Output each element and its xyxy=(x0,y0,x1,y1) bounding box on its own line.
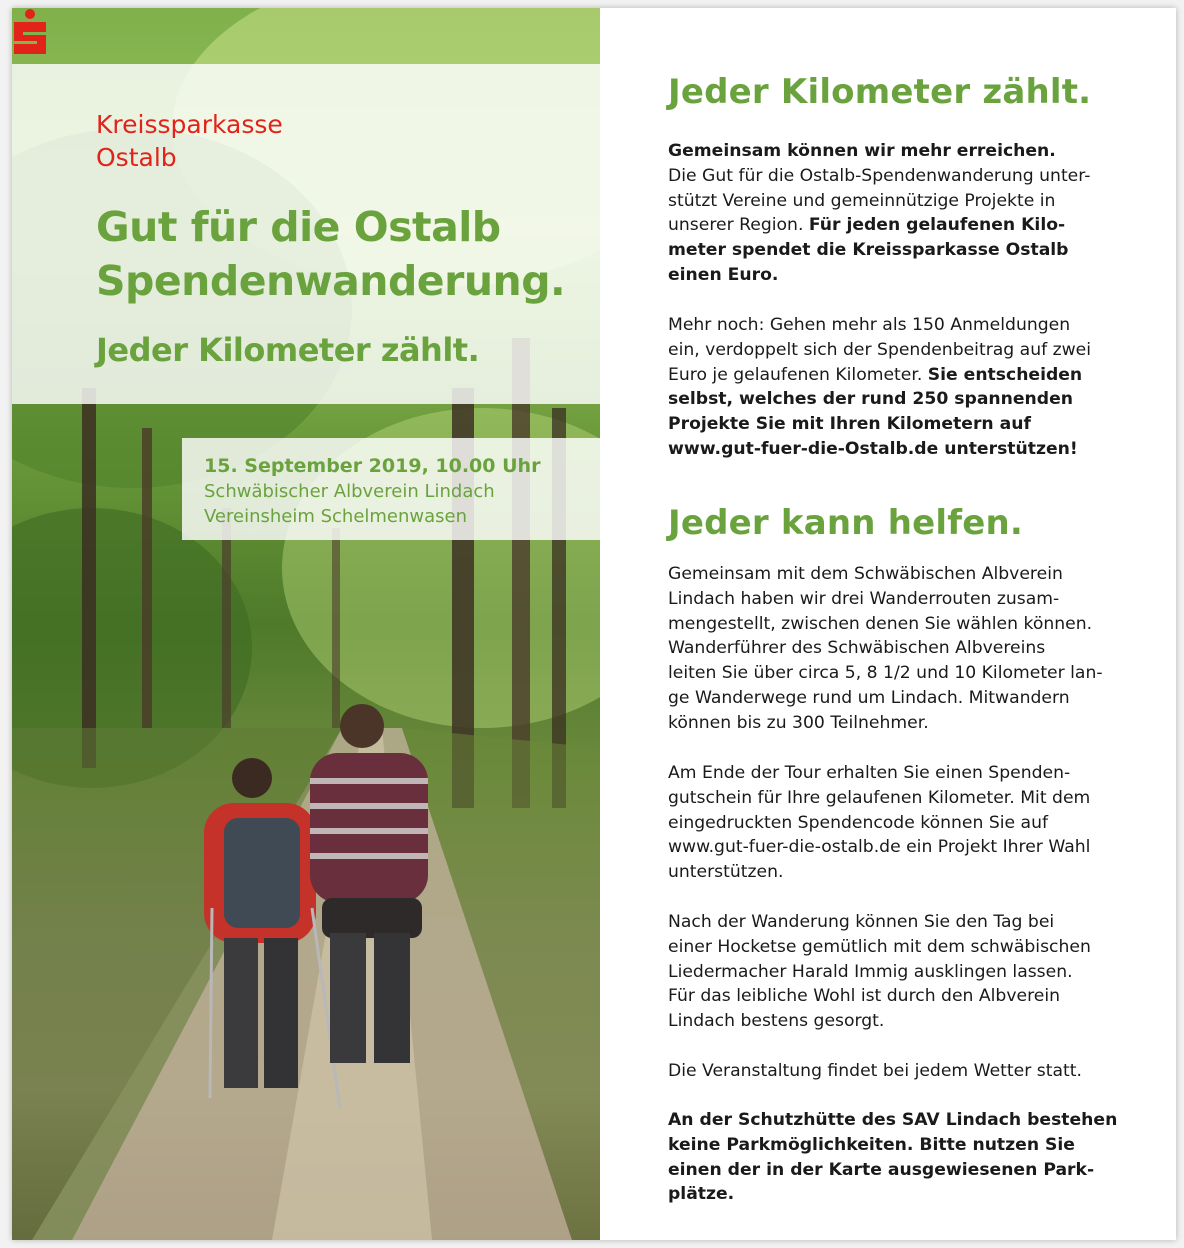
brand-line-1: Kreissparkasse xyxy=(96,110,283,139)
paragraph-routes xyxy=(668,562,1128,736)
page-title xyxy=(96,200,586,308)
intro-bold: einen Euro. xyxy=(668,264,779,285)
intro-bold: Für jeden gelaufenen Kilo- xyxy=(808,215,1066,236)
routes-line: Wanderführer des Schwäbischen Albvereins xyxy=(668,638,1046,659)
parking-line: An der Schutzhütte des SAV Lindach bestehen xyxy=(668,1110,1118,1130)
voucher-line: www.gut-fuer-die-ostalb.de ein Projekt Ihrer Wahl xyxy=(668,837,1091,858)
weather-line: Die Veranstaltung findet bei jedem Wetter statt. xyxy=(668,1061,1082,1081)
routes-line: Gemeinsam mit dem Schwäbischen Albverein xyxy=(668,564,1063,584)
brand-line-2: Ostalb xyxy=(96,143,177,172)
title-line-1: Gut für die Ostalb xyxy=(96,203,501,251)
flyer-sheet xyxy=(12,8,1176,1240)
hocketse-line: Lindach bestens gesorgt. xyxy=(668,1011,885,1032)
voucher-line: unterstützen. xyxy=(668,862,784,883)
routes-line: mengestellt, zwischen denen Sie wählen können. xyxy=(668,613,1093,634)
voucher-line: gutschein für Ihre gelaufenen Kilometer. Mit dem xyxy=(668,787,1091,808)
hocketse-line: einer Hocketse gemütlich mit dem schwäbischen xyxy=(668,936,1091,957)
intro-line: stützt Vereine und gemeinnützige Projekte in xyxy=(668,190,1056,211)
intro-line: Die Gut für die Ostalb-Spendenwanderung unter- xyxy=(668,165,1091,186)
sparkasse-logo-icon xyxy=(12,8,48,54)
more-bold-url: www.gut-fuer-die-Ostalb.de unterstützen! xyxy=(668,438,1078,459)
more-line: Euro je gelaufenen Kilometer. xyxy=(668,364,928,385)
paragraph-hocketse xyxy=(668,910,1128,1034)
parking-line: plätze. xyxy=(668,1184,735,1205)
more-line: ein, verdoppelt sich der Spendenbeitrag auf zwei xyxy=(668,339,1092,360)
routes-line: Lindach haben wir drei Wanderrouten zusam- xyxy=(668,588,1060,609)
hocketse-line: Liedermacher Harald Immig ausklingen lassen. xyxy=(668,961,1073,982)
paragraph-weather xyxy=(668,1059,1128,1084)
heading-helfen: Jeder kann helfen. xyxy=(668,503,1024,543)
intro-bold: meter spendet die Kreissparkasse Ostalb xyxy=(668,240,1069,261)
intro-lead: Gemeinsam können wir mehr erreichen. xyxy=(668,141,1056,161)
hocketse-line: Nach der Wanderung können Sie den Tag bei xyxy=(668,912,1055,932)
routes-line: leiten Sie über circa 5, 8 1/2 und 10 Kilometer lan- xyxy=(668,663,1103,684)
routes-line: ge Wanderwege rund um Lindach. Mitwandern xyxy=(668,687,1070,708)
parking-line: keine Parkmöglichkeiten. Bitte nutzen Sie xyxy=(668,1134,1075,1155)
event-place-line-2: Vereinsheim Schelmenwasen xyxy=(204,506,468,527)
paragraph-parking xyxy=(668,1108,1128,1207)
voucher-line: eingedruckten Spendencode können Sie auf xyxy=(668,812,1049,833)
more-bold: Sie entscheiden xyxy=(927,364,1083,385)
page-subtitle: Jeder Kilometer zählt. xyxy=(96,331,480,369)
paragraph-more xyxy=(668,313,1128,462)
routes-line: können bis zu 300 Teilnehmer. xyxy=(668,712,929,733)
more-bold: selbst, welches der rund 250 spannenden xyxy=(668,389,1073,410)
more-bold: Projekte Sie mit Ihren Kilometern auf xyxy=(668,414,1031,435)
brand-name xyxy=(96,108,283,174)
title-line-2: Spendenwanderung. xyxy=(96,257,566,305)
event-date: 15. September 2019, 10.00 Uhr xyxy=(204,455,541,477)
voucher-line: Am Ende der Tour erhalten Sie einen Spenden- xyxy=(668,763,1071,783)
more-line: Mehr noch: Gehen mehr als 150 Anmeldungen xyxy=(668,315,1071,335)
forest-photo xyxy=(12,8,600,1240)
parking-line: einen der in der Karte ausgewiesenen Park- xyxy=(668,1159,1095,1180)
heading-kilometer: Jeder Kilometer zählt. xyxy=(668,72,1092,112)
paragraph-voucher xyxy=(668,761,1128,885)
intro-line: unserer Region. xyxy=(668,215,809,236)
paragraph-intro xyxy=(668,139,1128,288)
hocketse-line: Für das leibliche Wohl ist durch den Albverein xyxy=(668,986,1061,1007)
event-place-line-1: Schwäbischer Albverein Lindach xyxy=(204,481,495,502)
